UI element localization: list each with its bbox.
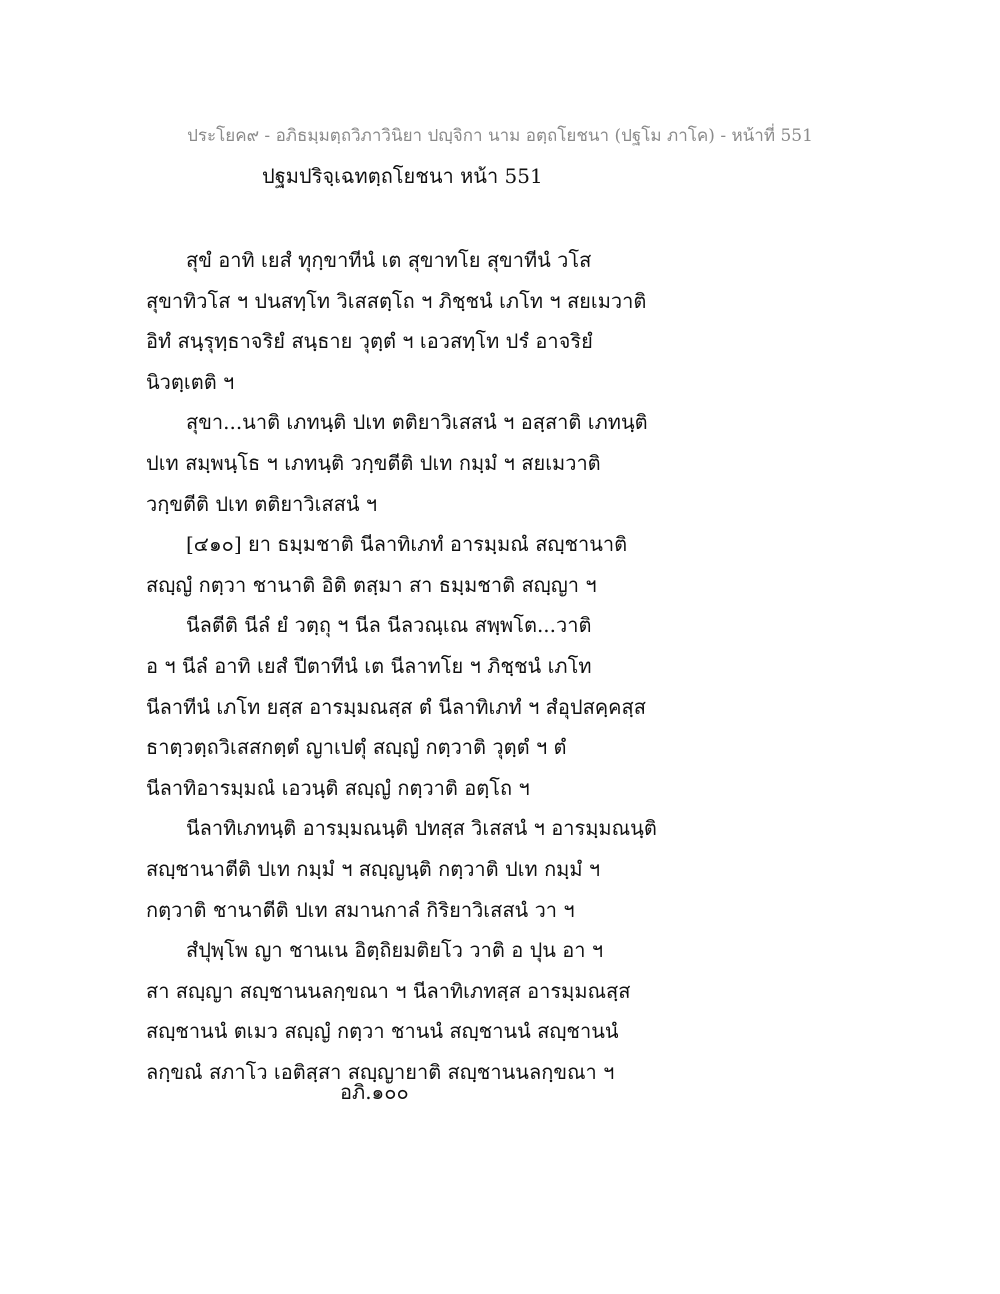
text-line: สุขา...นาติ เภทนฺติ ปเท ตติยาวิเสสนํ ฯ อสฺสาติ เภทนฺติ bbox=[186, 410, 648, 435]
text-line: สุขาทิวโส ฯ ปนสทฺโท วิเสสตฺโถ ฯ ภิชฺชนํ เภโท ฯ สยเมวาติ bbox=[146, 288, 647, 313]
text-line: สญฺชานาตีติ ปเท กมฺมํ ฯ สญฺญนฺติ กตฺวาติ ปเท กมฺมํ ฯ bbox=[146, 856, 601, 881]
page-title: ปฐมปริจฺเฉทตฺถโยชนา หน้า 551 bbox=[262, 164, 543, 188]
text-line: วกฺขตีติ ปเท ตติยาวิเสสนํ ฯ bbox=[146, 491, 378, 516]
text-line: ธาตฺวตฺถวิเสสกตฺตํ ญาเปตุํ สญฺญํ กตฺวาติ วุตฺตํ ฯ ตํ bbox=[146, 735, 567, 760]
text-line: นีลาทีนํ เภโท ยสฺส อารมฺมณสฺส ตํ นีลาทิเภทํ ฯ สํอุปสคฺคสฺส bbox=[146, 694, 646, 719]
text-line: สํปุพฺโพ ญา ชานเน อิตฺถิยมติยโว วาติ อ ปุน อา ฯ bbox=[186, 938, 604, 963]
body-text bbox=[146, 240, 706, 1092]
text-line: นิวตฺเตติ ฯ bbox=[146, 369, 235, 394]
text-line: [๔๑๐] ยา ธมฺมชาติ นีลาทิเภทํ อารมฺมณํ สญฺชานาติ bbox=[186, 532, 628, 557]
text-line: นีลาทิอารมฺมณํ เอวนฺติ สญฺญํ กตฺวาติ อตฺโถ ฯ bbox=[146, 775, 530, 800]
text-line: อ ฯ นีลํ อาทิ เยสํ ปีตาทีนํ เต นีลาทโย ฯ ภิชฺชนํ เภโท bbox=[146, 653, 592, 678]
running-header bbox=[0, 122, 1000, 149]
text-line: อิทํ สนฺรุทฺธาจริยํ สนฺธาย วุตฺตํ ฯ เอวสทฺโท ปรํ อาจริยํ bbox=[146, 329, 593, 354]
text-line: สา สญฺญา สญฺชานนลกฺขณา ฯ นีลาทิเภทสฺส อารมฺมณสฺส bbox=[146, 978, 631, 1003]
text-line: ลกฺขณํ สภาโว เอติสฺสา สญฺญายาติ สญฺชานนลกฺขณา ฯ bbox=[146, 1059, 615, 1084]
running-header-text: ประโยค๙ - อภิธมฺมตฺถวิภาวินิยา ปญฺจิกา นาม อตฺถโยชนา (ปฐโม ภาโค) - หน้าที่ 551 bbox=[187, 126, 813, 146]
footer-reference: อภิ.๑๐๐ bbox=[340, 1080, 409, 1104]
text-line: กตฺวาติ ชานาตีติ ปเท สมานกาลํ กิริยาวิเสสนํ วา ฯ bbox=[146, 897, 575, 922]
text-line: สญฺชานนํ ตเมว สญฺญํ กตฺวา ชานนํ สญฺชานนํ สญฺชานนํ bbox=[146, 1019, 619, 1044]
text-line: นีลตีติ นีลํ ยํ วตฺถุ ฯ นีล นีลวณฺเณ สพฺพโต...วาติ bbox=[186, 613, 592, 638]
text-line: นีลาทิเภทนฺติ อารมฺมณนฺติ ปทสฺส วิเสสนํ ฯ อารมฺมณนฺติ bbox=[186, 816, 657, 841]
text-line: สุขํ อาทิ เยสํ ทุกฺขาทีนํ เต สุขาทโย สุขาทีนํ วโส bbox=[186, 248, 592, 272]
text-line: ปเท สมฺพนฺโธ ฯ เภทนฺติ วกฺขตีติ ปเท กมฺมํ ฯ สยเมวาติ bbox=[146, 450, 601, 475]
text-line: สญฺญํ กตฺวา ชานาติ อิติ ตสฺมา สา ธมฺมชาติ สญฺญา ฯ bbox=[146, 572, 597, 597]
